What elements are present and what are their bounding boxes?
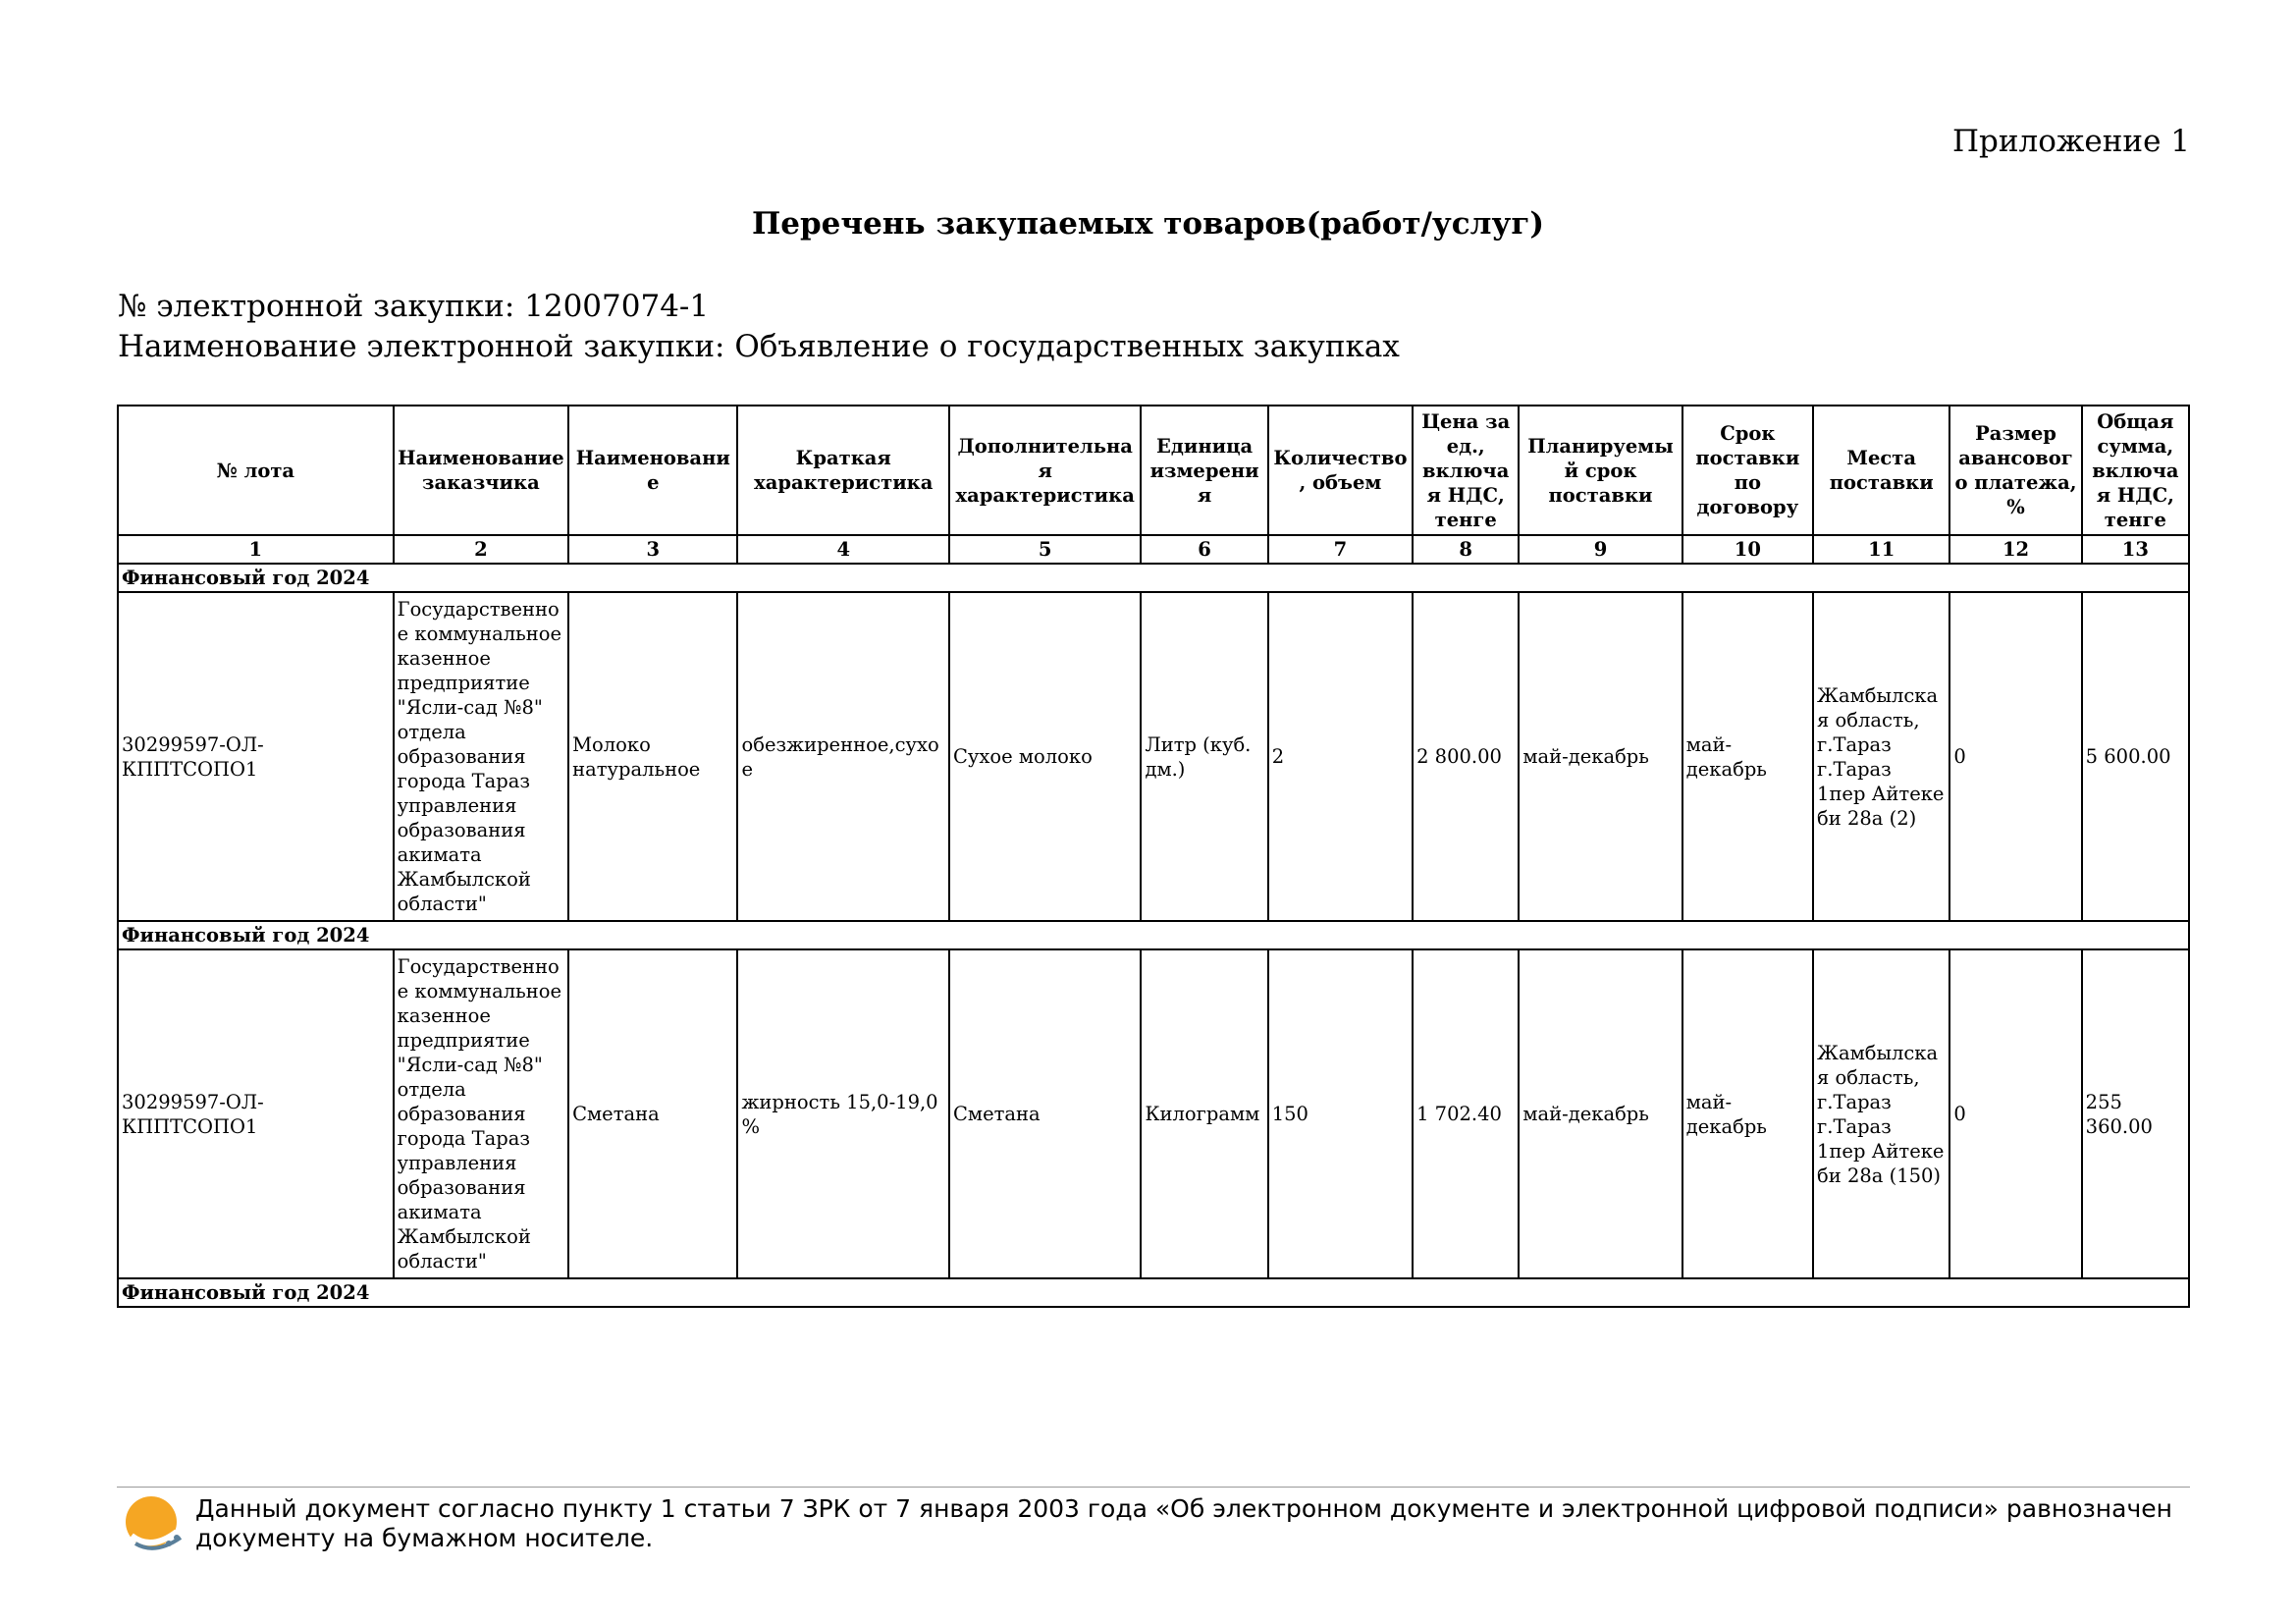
financial-year-label: Финансовый год 2024	[118, 921, 2189, 949]
additional-description-cell: Сметана	[949, 949, 1141, 1278]
procurement-number: № электронной закупки: 12007074-1	[118, 289, 710, 324]
delivery-place-cell: Жамбылская область, г.Тараз г.Тараз 1пер Айтеке би 28а (2)	[1813, 592, 1949, 921]
total-amount-cell: 5 600.00	[2082, 592, 2189, 921]
header-cell: Срок поставки по договору	[1682, 406, 1813, 535]
column-number-row	[118, 535, 2189, 564]
financial-year-row	[118, 564, 2189, 592]
column-number: 10	[1682, 535, 1813, 564]
procurement-meta	[118, 287, 1400, 367]
lot-number-cell: 30299597-ОЛ-КППТСОПО1	[118, 949, 394, 1278]
planned-delivery-cell: май-декабрь	[1519, 949, 1682, 1278]
item-name-cell: Молоко натуральное	[568, 592, 737, 921]
customer-cell: Государственное коммунальное казенное предприятие "Ясли-сад №8" отдела образования города Тараз управления образования акимата Жамбылской области"	[394, 592, 568, 921]
footer-legal-note: Данный документ согласно пункту 1 статьи 7 ЗРК от 7 января 2003 года «Об электронном документе и электронной цифровой подписи» равнозначен документу на бумажном носителе.	[195, 1494, 2172, 1552]
table-row	[118, 592, 2189, 921]
unit-cell: Литр (куб. дм.)	[1141, 592, 1267, 921]
total-amount-cell: 255 360.00	[2082, 949, 2189, 1278]
appendix-label: Приложение 1	[1951, 124, 2190, 159]
financial-year-row	[118, 1278, 2189, 1307]
header-cell: Краткая характеристика	[737, 406, 949, 535]
column-number: 2	[394, 535, 568, 564]
lots-table	[117, 405, 2190, 1308]
delivery-place-cell: Жамбылская область, г.Тараз г.Тараз 1пер Айтеке би 28а (150)	[1813, 949, 1949, 1278]
egov-sun-logo-icon	[122, 1492, 187, 1557]
quantity-cell: 150	[1268, 949, 1413, 1278]
short-description-cell: жирность 15,0-19,0 %	[737, 949, 949, 1278]
quantity-cell: 2	[1268, 592, 1413, 921]
short-description-cell: обезжиренное,сухое	[737, 592, 949, 921]
header-cell: Размер авансового платежа, %	[1949, 406, 2081, 535]
header-cell: Места поставки	[1813, 406, 1949, 535]
contract-delivery-cell: май-декабрь	[1682, 592, 1813, 921]
header-cell: Наименование	[568, 406, 737, 535]
lot-number-cell: 30299597-ОЛ-КППТСОПО1	[118, 592, 394, 921]
column-number: 11	[1813, 535, 1949, 564]
unit-price-cell: 1 702.40	[1413, 949, 1519, 1278]
advance-payment-cell: 0	[1949, 592, 2081, 921]
unit-price-cell: 2 800.00	[1413, 592, 1519, 921]
column-number: 13	[2082, 535, 2189, 564]
table-row	[118, 949, 2189, 1278]
column-number: 6	[1141, 535, 1267, 564]
customer-cell: Государственное коммунальное казенное предприятие "Ясли-сад №8" отдела образования города Тараз управления образования акимата Жамбылской области"	[394, 949, 568, 1278]
planned-delivery-cell: май-декабрь	[1519, 592, 1682, 921]
header-cell: Планируемый срок поставки	[1519, 406, 1682, 535]
column-number: 8	[1413, 535, 1519, 564]
procurement-name: Наименование электронной закупки: Объявление о государственных закупках	[118, 329, 1400, 364]
footer-divider	[117, 1487, 2190, 1488]
financial-year-label: Финансовый год 2024	[118, 564, 2189, 592]
advance-payment-cell: 0	[1949, 949, 2081, 1278]
financial-year-label: Финансовый год 2024	[118, 1278, 2189, 1307]
header-cell: Цена за ед., включая НДС, тенге	[1413, 406, 1519, 535]
unit-cell: Килограмм	[1141, 949, 1267, 1278]
column-number: 9	[1519, 535, 1682, 564]
document-title: Перечень закупаемых товаров(работ/услуг)	[751, 206, 1544, 242]
column-number: 1	[118, 535, 394, 564]
column-number: 5	[949, 535, 1141, 564]
header-cell: Общая сумма, включая НДС, тенге	[2082, 406, 2189, 535]
header-row	[118, 406, 2189, 535]
column-number: 4	[737, 535, 949, 564]
item-name-cell: Сметана	[568, 949, 737, 1278]
column-number: 3	[568, 535, 737, 564]
column-number: 7	[1268, 535, 1413, 564]
header-cell: № лота	[118, 406, 394, 535]
header-cell: Наименование заказчика	[394, 406, 568, 535]
additional-description-cell: Сухое молоко	[949, 592, 1141, 921]
contract-delivery-cell: май-декабрь	[1682, 949, 1813, 1278]
column-number: 12	[1949, 535, 2081, 564]
financial-year-row	[118, 921, 2189, 949]
header-cell: Количество, объем	[1268, 406, 1413, 535]
header-cell: Единица измерения	[1141, 406, 1267, 535]
header-cell: Дополнительная характеристика	[949, 406, 1141, 535]
